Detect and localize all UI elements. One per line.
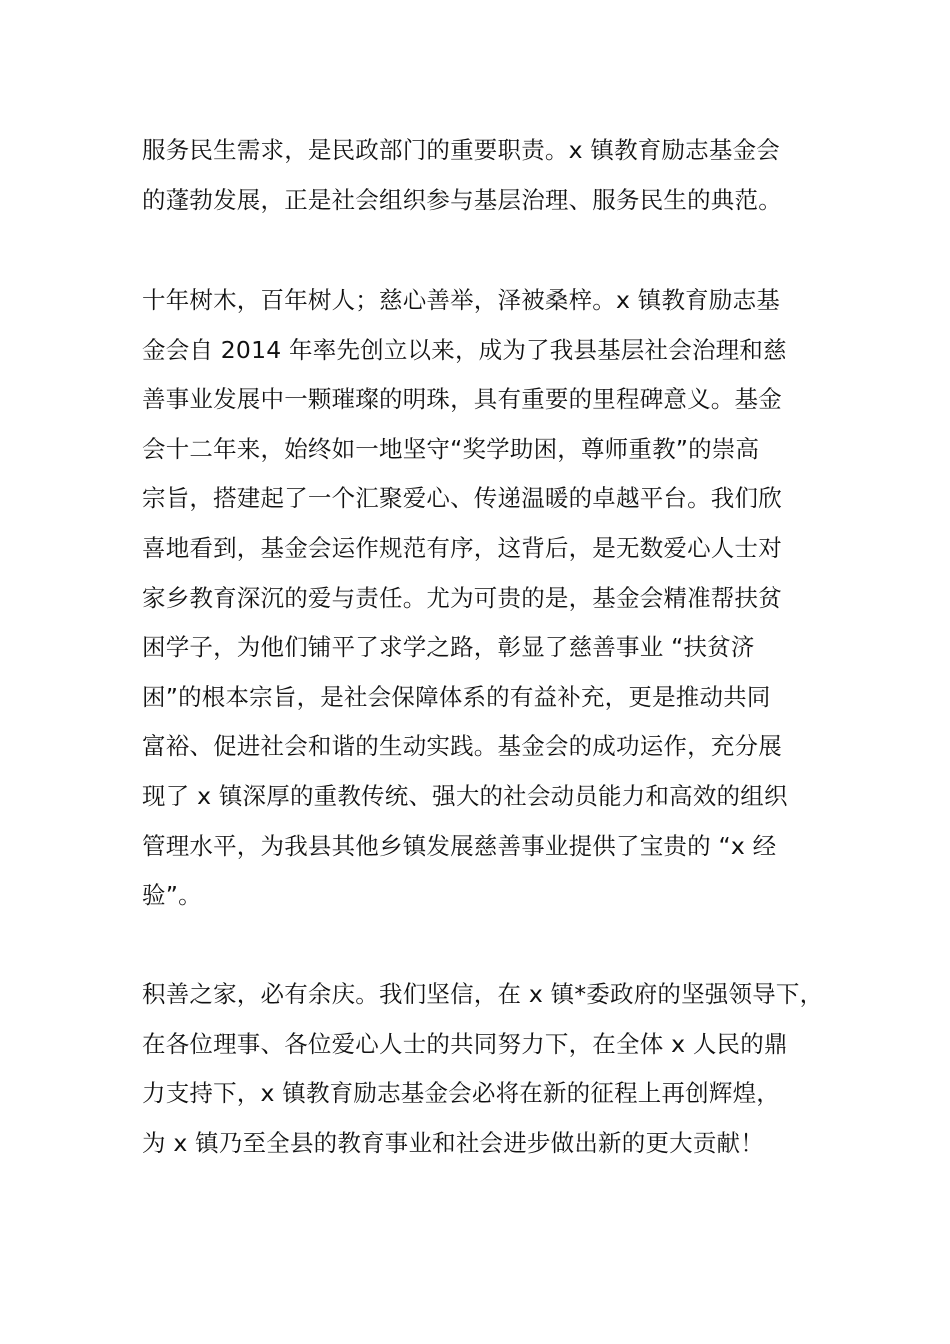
text-line: 管理水平，为我县其他乡镇发展慈善事业提供了宝贵的 “x 经 [142, 831, 777, 860]
text-line: 现了 x 镇深厚的重教传统、强大的社会动员能力和高效的组织 [142, 781, 788, 810]
text-line: 金会自 2014 年率先创立以来，成为了我县基层社会治理和慈 [142, 335, 787, 364]
text-line: 在各位理事、各位爱心人士的共同努力下，在全体 x 人民的鼎 [142, 1029, 788, 1058]
text-line: 的蓬勃发展，正是社会组织参与基层治理、服务民生的典范。 [142, 185, 782, 214]
text-line: 困学子，为他们铺平了求学之路，彰显了慈善事业 “扶贫济 [142, 633, 755, 662]
text-line: 富裕、促进社会和谐的生动实践。基金会的成功运作，充分展 [142, 732, 782, 761]
text-line: 积善之家，必有余庆。我们坚信，在 x 镇*委政府的坚强领导下， [142, 980, 824, 1008]
text-line: 为 x 镇乃至全县的教育事业和社会进步做出新的更大贡献！ [142, 1128, 764, 1157]
paragraph-3 [142, 970, 832, 1168]
text-line: 十年树木，百年树人；慈心善举，泽被桑梓。x 镇教育励志基 [142, 286, 780, 314]
text-line: 会十二年来，始终如一地坚守“奖学助困，尊师重教”的崇高 [142, 434, 760, 463]
text-line: 家乡教育深沉的爱与责任。尤为可贵的是，基金会精准帮扶贫 [142, 583, 782, 612]
text-line: 力支持下，x 镇教育励志基金会必将在新的征程上再创辉煌， [142, 1079, 780, 1108]
text-line: 善事业发展中一颗璀璨的明珠，具有重要的里程碑意义。基金 [142, 385, 782, 414]
text-line: 验”。 [142, 881, 202, 910]
text-line: 困”的根本宗旨，是社会保障体系的有益补充，更是推动共同 [142, 682, 771, 711]
text-line: 宗旨，搭建起了一个汇聚爱心、传递温暖的卓越平台。我们欣 [142, 484, 782, 513]
text-line: 喜地看到，基金会运作规范有序，这背后，是无数爱心人士对 [142, 533, 782, 562]
paragraph-2 [142, 276, 832, 921]
paragraph-1 [142, 126, 832, 225]
text-line: 服务民生需求，是民政部门的重要职责。x 镇教育励志基金会 [142, 136, 780, 164]
